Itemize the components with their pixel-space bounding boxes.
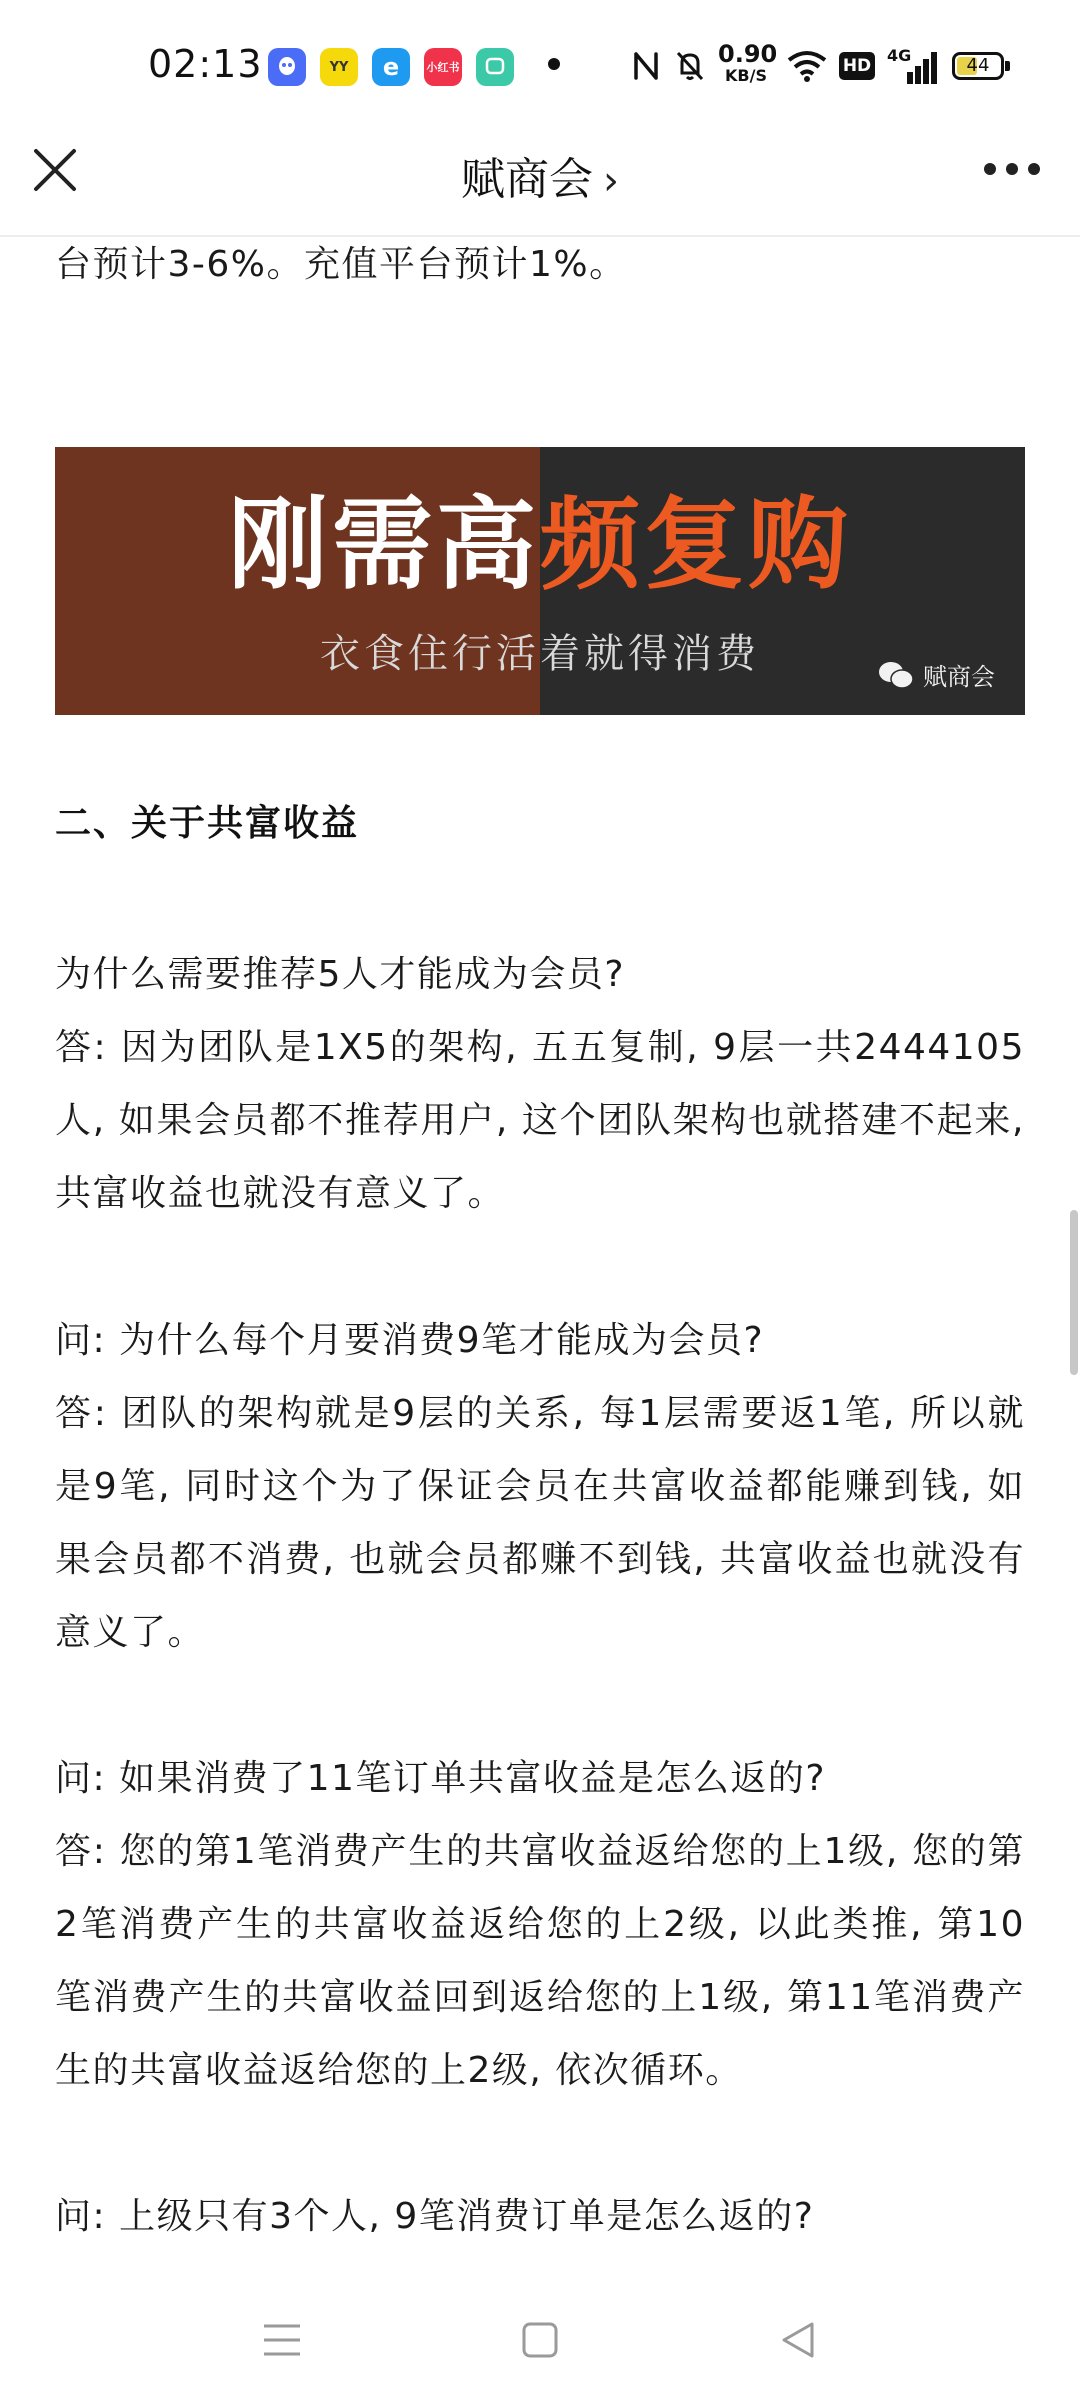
wechat-icon bbox=[877, 660, 915, 690]
menu-button[interactable] bbox=[252, 2310, 312, 2370]
more-dot bbox=[1006, 163, 1018, 175]
intro-text: 台预计3-6%。充值平台预计1%。 bbox=[55, 244, 627, 285]
home-button[interactable] bbox=[510, 2310, 570, 2370]
signal-icon: 4G bbox=[886, 44, 938, 88]
more-dot bbox=[1028, 163, 1040, 175]
e-icon: e bbox=[372, 48, 410, 86]
answer-text: 答: 您的第1笔消费产生的共富收益返给您的上1级, 您的第2笔消费产生的共富收益返给您的上2级, 以此类推, 第10笔消费产生的共富收益回到返给您的上1级, 第11笔消费产生的共富收益返给您的上2级, 依次循环。 bbox=[55, 1831, 1025, 2091]
account-title-link[interactable] bbox=[0, 143, 1080, 207]
qa-block bbox=[55, 938, 1025, 1230]
qa-block bbox=[55, 1304, 1025, 1669]
more-notifications-dot bbox=[548, 58, 560, 70]
banner-watermark: 赋商会 bbox=[877, 657, 995, 692]
wifi-icon bbox=[785, 44, 829, 88]
battery-tip bbox=[1005, 61, 1010, 71]
back-triangle-icon bbox=[778, 2320, 818, 2360]
qa-block bbox=[55, 1742, 1025, 2107]
question-text: 问: 如果消费了11笔订单共富收益是怎么返的? bbox=[55, 1758, 826, 1799]
answer-text: 答: 团队的架构就是9层的关系, 每1层需要返1笔, 所以就是9笔, 同时这个为了保证会员在共富收益都能赚到钱, 如果会员都不消费, 也就会员都赚不到钱, 共富收益也就没有意义了。 bbox=[55, 1393, 1025, 1653]
chevron-right-icon: › bbox=[603, 158, 619, 204]
banner-headline: 刚需高频复购 bbox=[228, 486, 852, 603]
question-text: 问: 上级只有3个人, 9笔消费订单是怎么返的? bbox=[55, 2196, 815, 2237]
back-button[interactable] bbox=[768, 2310, 828, 2370]
menu-icon bbox=[262, 2322, 302, 2358]
xiaohongshu-icon: 小红书 bbox=[424, 48, 462, 86]
scrollbar[interactable] bbox=[1070, 1210, 1078, 1375]
home-icon bbox=[520, 2320, 560, 2360]
more-options-button[interactable] bbox=[984, 159, 1040, 179]
chat-icon bbox=[476, 48, 514, 86]
clock: 02:13 bbox=[148, 42, 263, 86]
question-text: 为什么需要推荐5人才能成为会员? bbox=[55, 954, 626, 995]
battery-icon: 44 bbox=[952, 52, 1004, 80]
system-nav-bar bbox=[0, 2280, 1080, 2400]
account-name: 赋商会 bbox=[461, 154, 593, 205]
network-speed: 0.90 KB/S bbox=[718, 40, 778, 85]
banner-subtitle: 衣食住行活着就得消费 bbox=[320, 631, 760, 677]
more-dot bbox=[984, 163, 996, 175]
nfc-icon bbox=[630, 44, 662, 88]
qa-block bbox=[55, 2180, 1025, 2253]
section-title: 二、关于共富收益 bbox=[55, 803, 360, 844]
top-nav-bar bbox=[0, 115, 1080, 237]
banner-image[interactable] bbox=[55, 447, 1025, 715]
qq-icon bbox=[268, 48, 306, 86]
yy-icon: YY bbox=[320, 48, 358, 86]
answer-text: 答: 因为团队是1X5的架构, 五五复制, 9层一共2444105人, 如果会员都不推荐用户, 这个团队架构也就搭建不起来, 共富收益也就没有意义了。 bbox=[55, 1027, 1025, 1214]
mute-bell-icon bbox=[673, 44, 707, 88]
hd-icon: HD bbox=[840, 44, 874, 88]
question-text: 问: 为什么每个月要消费9笔才能成为会员? bbox=[55, 1320, 765, 1361]
